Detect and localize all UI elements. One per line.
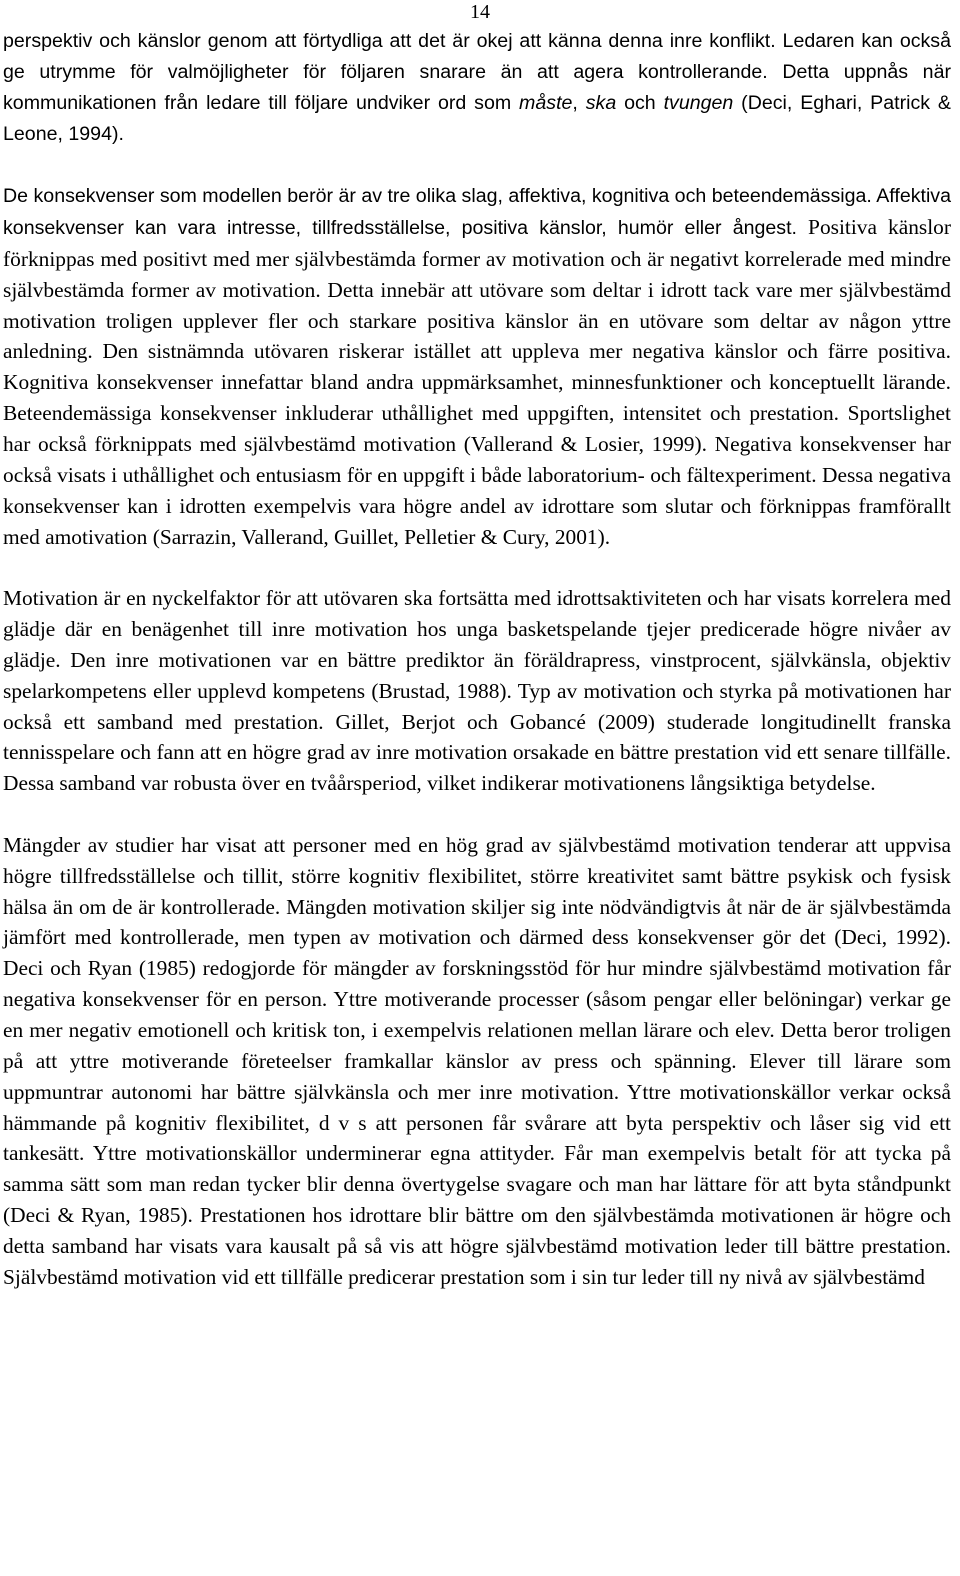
paragraph-gap xyxy=(3,799,951,830)
paragraph-studies: Mängder av studier har visat att personer med en hög grad av självbestämd motivation tenderar att uppvisa högre tillfredsställelse och tillit, större kognitiv flexibilitet, större kreativitet samt bättre psykisk och fysisk hälsa än om de är kontrollerade. Mängden motivation skiljer sig inte nödvändigtvis åt när de är självbestämda jämfört med kontrollerade, men typen av motivation och därmed dess konsekvenser gör det (Deci, 1992). Deci och Ryan (1985) redogjorde för mängder av forskningsstöd för hur mindre självbestämd motivation får negativa konsekvenser för en person. Yttre motiverande processer (såsom pengar eller belöningar) verkar ge en mer negativ emotionell och kritisk ton, i exempelvis relationen mellan lärare och elev. Detta beror troligen på att yttre motiverande företeelser framkallar känslor av press och spänning. Elever till lärare som uppmuntrar autonomi har bättre självkänsla och mer inre motivation. Yttre motivationskällor verkar också hämmande på kognitiv flexibilitet, d v s att personen får svårare att byta perspektiv och låser sig vid ett tankesätt. Yttre motivationskällor underminerar egna attityder. Får man exempelvis betalt för att tycka på samma sätt som man redan tycker blir denna övertygelse svagare och man har lättare för att byta ståndpunkt (Deci & Ryan, 1985). Prestationen hos idrottare blir bättre om den självbestämda motivationen är högre och detta samband har visats vara kausalt på så vis att högre självbestämd motivation leder till bättre prestation. Självbestämd motivation vid ett tillfälle predicerar prestation som i sin tur leder till ny nivå av självbestämd xyxy=(3,832,951,1289)
italic-term: ska xyxy=(585,91,617,114)
page-number: 14 xyxy=(470,1,490,23)
paragraph-text: Positiva känslor förknippas med positivt med mer självbestämda former av motivation och är negativt korrelerade med mindre självbestämda former av motivation. Detta innebär att utövare som deltar i idrott tack vare mer självbestämd motivation troligen upplever fler och starkare positiva känslor än en utövare som deltar av någon yttre anledning. Den sistnämnda utövaren riskerar istället att uppleva mer negativa känslor och färre positiva. Kognitiva konsekvenser innefattar bland andra uppmärksamhet, minnesfunktioner och konceptuellt lärande. Beteendemässiga konsekvenser inkluderar uthållighet med uppgiften, intensitet och prestation. Sportslighet har också förknippats med självbestämd motivation (Vallerand & Losier, 1999). Negativa konsekvenser har också visats i uthållighet och entusiasm för en uppgift i både laboratorium- och fältexperiment. Dessa negativa konsekvenser kan i idrotten exempelvis vara högre andel av idrottare som slutar och förknippas framförallt med amotivation (Sarrazin, Vallerand, Guillet, Pelletier & Cury, 2001). xyxy=(3,215,951,549)
paragraph-text: , xyxy=(572,91,586,114)
paragraph-gap xyxy=(3,149,951,180)
paragraph-leadership xyxy=(3,26,951,149)
paragraph-text: och xyxy=(616,91,664,114)
paragraph-text: (Deci, Eghari, Patrick & Leone, 1994). xyxy=(3,91,952,145)
italic-term: tvungen xyxy=(663,91,734,114)
paragraph-text: perspektiv och känslor genom att förtydliga att det är okej att känna denna inre konflikt. Ledaren kan också ge utrymme för valmöjligheter för följaren snarare än att agera kontrollerande. Detta uppnås när kommunikationen från ledare till följare undviker ord som xyxy=(3,30,951,114)
paragraph-consequences xyxy=(3,180,951,552)
italic-term: måste xyxy=(519,91,573,114)
paragraph-motivation: Motivation är en nyckelfaktor för att utövaren ska fortsätta med idrottsaktiviteten och har visats korrelera med glädje där en benägenhet till inre motivation hos unga basketspelande tjejer predicerade högre nivåer av glädje. Den inre motivationen var en bättre prediktor än föräldrapress, vinstprocent, självkänsla, objektiv spelarkompetens eller upplevd kompetens (Brustad, 1988). Typ av motivation och styrka på motivationen har också ett samband med prestation. Gillet, Berjot och Gobancé (2009) studerade longitudinellt franska tennisspelare och fann att en högre grad av inre motivation orsakade en bättre prestation vid ett senare tillfälle. Dessa samband var robusta över en tvåårsperiod, vilket indikerar motivationens långsiktiga betydelse. xyxy=(3,586,951,796)
paragraph-gap xyxy=(3,552,951,583)
paragraph-text: De konsekvenser som modellen berör är av tre olika slag, affektiva, kognitiva och beteendemässiga. Affektiva konsekvenser kan vara intresse, tillfredsställelse, positiva känslor, humör eller ångest. xyxy=(3,185,951,240)
document-body xyxy=(3,26,951,1293)
